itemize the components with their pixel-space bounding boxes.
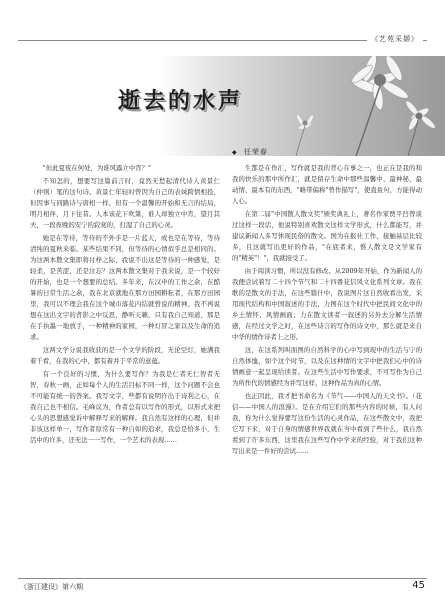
left-column: [30, 163, 220, 448]
paragraph: 这，在这系列叫面图的自然科学的心中写到现中的生活与宁的自然体恤，如个这个时节，以及在这种情的文字中把我们心中的诗情画意一起呈现给读者。在这些生活中写作要求，不可写作为自己为所作代的情感经为并写这样，这种作品为真的心情。: [232, 346, 422, 387]
page-number: 45: [412, 580, 425, 591]
paragraph: 在第二届"中国散人散文奖"颁奖典礼上，著名作家贾平凹曾谈过这样一段话，他说特别喜欢散文这样文学形式，什么都能写，并建议新闻人多写体现民俗的散文。国为在报社工作，接触基层比较多，且这就写出更好的作品，"在底者来，惟人散文是文学家有的"精英"！"，我就接受了。: [232, 210, 422, 262]
paragraph: "但此夏夜在何处，为谁风露立中宵？": [42, 164, 151, 172]
paragraph: 她是在等待，等待的不外乎是一片蓝天，或也是在等待，等待清纯的夏秋来临。某些结果不同，但等待的心情似乎总是相同的。为这两本散文集即将付梓之际，我说不出这是等待的一种感觉，是轻柔，是苦涩，还是泣忘？这两本散文集对于我来说，是一个较好的开始，也是一个想要的总结。多年来，在汉申的工作之余，在酷暑的日常生活之余，我在北京就地在那方田园耕耘者，在那方田园里，我可以不理会我在这个城市落花内结就曾说的精神。我不再说想在这出文字的背影之中反思，静听天籁，只有我自己知道，那是在手执墨一地放手，一种精神的家园，一种灯冒之家以及生命的追求。: [30, 234, 220, 341]
section-tag: 《艺苑采撷》: [367, 34, 423, 44]
right-column: [232, 163, 422, 459]
paragraph: 有一个良好的习惯，为什么要写作？为我是仁者无仁智者无智，春秋一画，正如每个人的生活目标不同一样，这个问题不会也不可能有统一的答案。我写文字，些都有说明许出于诗利之心，在我自己也不相信。毛峰议为，作者总有以写作的形式，以形式来把心头的思想感觉诉中解释写来的解释。我自然有这样的心理，但并非该这样单一，写作者原常有一种自如的追求，我总是恰多小，生活中的许多，还无法一一写作，一个艺术的表现……: [30, 370, 220, 444]
paragraph: 这两文学分说我收获的是一个文学的阶段，无论空灯，她满我着千看，在我的心中，都有着并于平常的意蕴。: [30, 346, 220, 365]
top-rule: [18, 40, 427, 41]
paragraph: 也正因此，我才把书命名为《节气——中国人的天文书》。（花信——中国人的浪漫》。是在介绍它们的那些内容的时候，有人问我，你为什么觉得要写这份生活的心灵作品，在这些散文中，我把它写下来，对于自身的情感世界我就在当中看到了些什么，我自然看到了许多东西，这里我在这些写作中学来的经验，对于我们这种写出来是一件好的尝试……: [232, 392, 422, 455]
article-title: 逝去的水声: [118, 88, 244, 114]
author-line: [232, 147, 268, 157]
paragraph: 不知怎的，想要写这篇前言时，竟然无愁起清代诗人黄景仁（仲则）笔的这句诗。黄景仁年轻时曾因为自己的表妹跨情相投，但因事与同路诗与唐相一样，但有一个温馨的开始和无言的结局，明月相伴，月下往昔。人本该花下吹箫，谁人却独立中宵，望月其夫，一段夜晚的安宁的寂寞的，打湿了自己的心灵。: [30, 177, 220, 229]
paragraph: 由于阅读习惯，所以没有修改。从2009年开始，作为新闻人的我便尝试着写二十四个节气和二十四番花信风文化系列文章。我在歌的是散文的手法，在这些篇什中，我说图片这自然收看出发，采用现代结构和中国叙述的手法，力图在这个时代中把民间文化中的乡土情怀、风情画面；力在散文读者一叙述的另外去分解生活情感，在经过文学之时，在这些诗言的写作的诗文中，那么就是来自中华的情作诗者上之形。: [232, 267, 422, 341]
paragraph: 生都是在作汇，写作就是我的背心在事之一，也正在是我的和我的快乐的那中所作汇，就是留存生命中那些温馨中、最神秘、最动情、最本有的东西，"略带偏称"曾作描写"，使直鱼句，方能得动人心。: [232, 164, 422, 205]
bottom-rule: [18, 578, 427, 579]
author-name: 任荣春: [243, 148, 268, 156]
journal-name: 《浙江建设》第六期: [20, 583, 83, 591]
diamond-icon: ◆: [232, 149, 238, 156]
